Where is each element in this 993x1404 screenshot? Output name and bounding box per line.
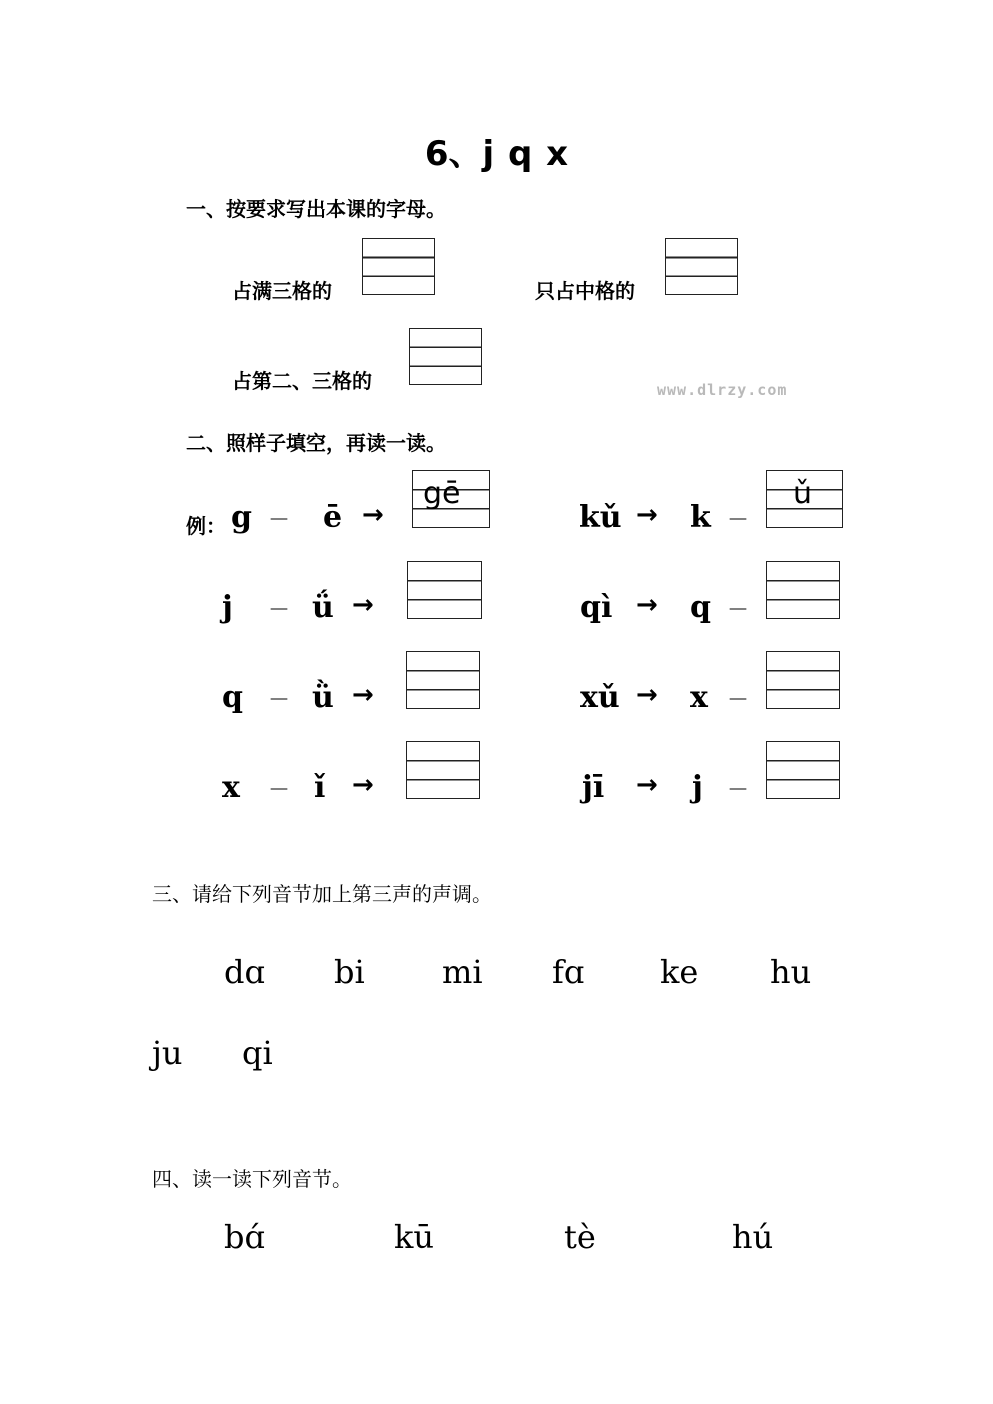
section-4-heading: 四、读一读下列音节。 (152, 1167, 352, 1191)
arrow-icon: → (636, 590, 658, 620)
dash: － (268, 778, 291, 803)
syllable: tè (564, 1218, 596, 1256)
syllable: hú (732, 1218, 774, 1256)
left-row-3-final: ǐ (314, 770, 326, 805)
syllable: qi (242, 1034, 273, 1072)
arrow-icon: → (352, 770, 374, 800)
arrow-icon: → (636, 770, 658, 800)
arrow-icon: → (636, 680, 658, 710)
left-row-3-initial: x (222, 770, 240, 805)
answer-box-left-2[interactable] (406, 651, 480, 709)
right-row-1-initial: q (690, 590, 711, 625)
right-row-3-syllable: jī (582, 770, 605, 805)
dash: － (268, 598, 291, 623)
arrow-icon: → (362, 500, 384, 530)
example-label: 例： (186, 514, 226, 538)
example-right-initial: k (690, 500, 711, 535)
syllable: ju (152, 1034, 183, 1072)
syllable: bi (334, 953, 365, 991)
right-row-1-syllable: qì (580, 590, 613, 625)
dash: － (268, 508, 291, 533)
syllable: hu (770, 953, 812, 991)
left-row-1-final: ǘ (312, 590, 334, 625)
answer-box-right-3[interactable] (766, 741, 840, 799)
answer-box-left-1[interactable] (407, 561, 482, 619)
writing-box-middle[interactable] (665, 238, 738, 295)
page-title: 6、j q x (424, 134, 569, 174)
syllable: mi (442, 953, 483, 991)
arrow-icon: → (352, 680, 374, 710)
section-3-heading: 三、请给下列音节加上第三声的声调。 (152, 882, 492, 906)
syllable: ke (660, 953, 699, 991)
example-answer-text: gē (423, 476, 461, 511)
example-initial: g (231, 500, 252, 535)
answer-box-left-3[interactable] (406, 741, 480, 799)
left-row-2-final: ǜ (312, 680, 334, 715)
right-row-2-initial: x (690, 680, 708, 715)
writing-box-second-third[interactable] (409, 328, 482, 385)
dash: － (727, 688, 750, 713)
dash: － (727, 598, 750, 623)
answer-box-right-2[interactable] (766, 651, 840, 709)
dash: － (727, 508, 750, 533)
right-row-2-syllable: xǔ (580, 680, 620, 715)
dash: － (268, 688, 291, 713)
section-2-heading: 二、照样子填空，再读一读。 (186, 431, 446, 455)
example-right-answer-text: ǔ (793, 476, 813, 511)
label-full-three-grids: 占满三格的 (232, 279, 332, 303)
left-row-2-initial: q (222, 680, 243, 715)
example-answer-box (412, 470, 490, 528)
left-row-1-initial: j (222, 590, 233, 625)
section-1-heading: 一、按要求写出本课的字母。 (186, 197, 446, 221)
arrow-icon: → (636, 500, 658, 530)
right-row-3-initial: j (692, 770, 703, 805)
syllable: dɑ (224, 953, 265, 991)
label-second-third-grids: 占第二、三格的 (232, 369, 372, 393)
watermark: www.dlrzy.com (657, 381, 788, 399)
syllable: kū (394, 1218, 434, 1256)
answer-box-right-1[interactable] (766, 561, 840, 619)
example-right-syllable: kǔ (579, 500, 622, 535)
arrow-icon: → (352, 590, 374, 620)
label-middle-grid: 只占中格的 (535, 279, 635, 303)
syllable: fɑ (552, 953, 585, 991)
example-right-answer-box (766, 470, 843, 528)
dash: － (727, 778, 750, 803)
syllable: bɑ́ (224, 1218, 265, 1256)
writing-box-full[interactable] (362, 238, 435, 295)
example-final: ē (323, 500, 343, 535)
